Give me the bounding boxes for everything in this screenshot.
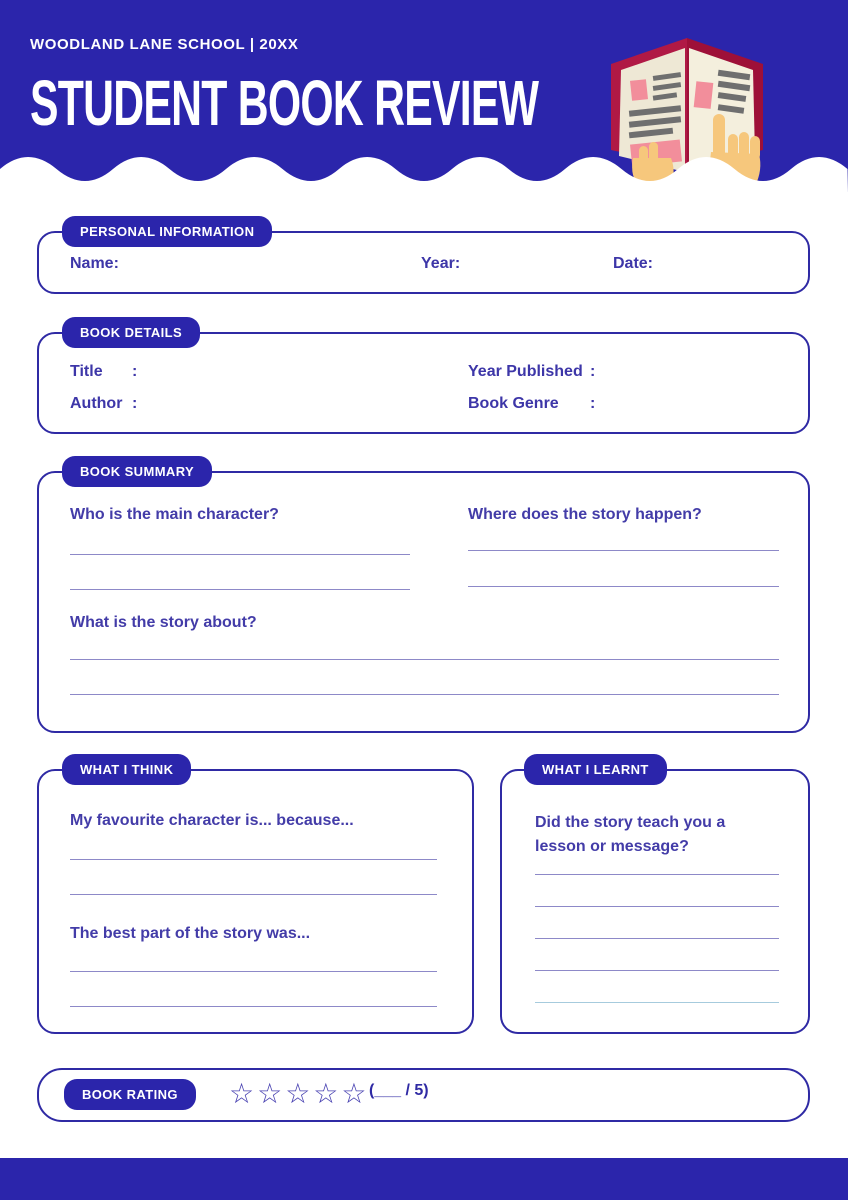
what-i-learnt-panel — [500, 762, 810, 1034]
author-field-label[interactable]: Author — [70, 395, 123, 412]
write-line[interactable] — [535, 1002, 779, 1003]
write-line[interactable] — [70, 589, 410, 590]
write-line[interactable] — [70, 971, 437, 972]
book-details-panel — [37, 325, 810, 434]
write-line[interactable] — [70, 659, 779, 660]
what-i-think-panel — [37, 762, 474, 1034]
page-title: STUDENT BOOK REVIEW — [30, 67, 539, 140]
book-rating-panel — [37, 1068, 810, 1122]
question-story-location: Where does the story happen? — [468, 506, 702, 523]
personal-information-panel — [37, 224, 810, 294]
write-line[interactable] — [70, 1006, 437, 1007]
question-story-about: What is the story about? — [70, 614, 257, 631]
what-i-think-heading: WHAT I THINK — [62, 754, 191, 785]
book-rating-heading: BOOK RATING — [64, 1079, 196, 1110]
book-summary-panel — [37, 464, 810, 733]
rating-stars[interactable]: ☆☆☆☆☆ — [229, 1078, 370, 1109]
write-line[interactable] — [535, 970, 779, 971]
write-line[interactable] — [535, 906, 779, 907]
title-field-label[interactable]: Title — [70, 363, 103, 380]
write-line[interactable] — [468, 550, 779, 551]
wave-divider — [0, 148, 848, 194]
write-line[interactable] — [70, 894, 437, 895]
prompt-lesson: Did the story teach you a lesson or message? — [535, 814, 726, 855]
personal-information-heading: PERSONAL INFORMATION — [62, 216, 272, 247]
book-genre-colon: : — [590, 395, 596, 412]
what-i-learnt-heading: WHAT I LEARNT — [524, 754, 667, 785]
question-main-character: Who is the main character? — [70, 506, 279, 523]
header-banner — [0, 0, 848, 192]
rating-score-blank[interactable]: (___ / 5) — [369, 1082, 429, 1099]
footer-bar — [0, 1158, 848, 1200]
school-name: WOODLAND LANE SCHOOL | 20XX — [30, 36, 299, 53]
write-line[interactable] — [70, 554, 410, 555]
author-colon: : — [132, 395, 138, 412]
write-line[interactable] — [468, 586, 779, 587]
name-field-label[interactable]: Name: — [70, 255, 119, 272]
year-published-colon: : — [590, 363, 596, 380]
prompt-favourite-character: My favourite character is... because... — [70, 812, 354, 829]
year-field-label[interactable]: Year: — [421, 255, 461, 272]
title-colon: : — [132, 363, 138, 380]
write-line[interactable] — [535, 874, 779, 875]
year-published-field-label[interactable]: Year Published — [468, 363, 583, 380]
write-line[interactable] — [535, 938, 779, 939]
write-line[interactable] — [70, 694, 779, 695]
write-line[interactable] — [70, 859, 437, 860]
book-summary-heading: BOOK SUMMARY — [62, 456, 212, 487]
book-details-heading: BOOK DETAILS — [62, 317, 200, 348]
prompt-best-part: The best part of the story was... — [70, 925, 311, 942]
date-field-label[interactable]: Date: — [613, 255, 654, 272]
book-genre-field-label[interactable]: Book Genre — [468, 395, 559, 412]
